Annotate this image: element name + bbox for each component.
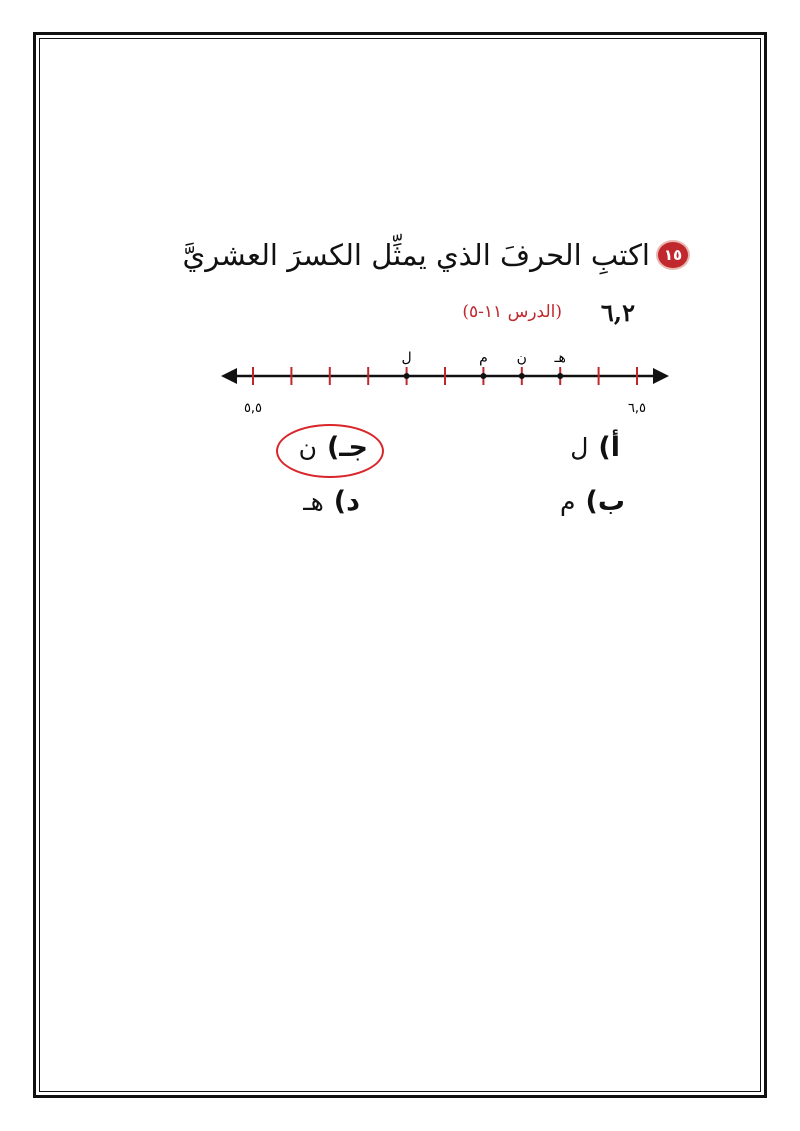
number-line (215, 340, 675, 420)
number-line-start-label: ٥,٥ (243, 401, 263, 416)
selected-answer-ring (276, 424, 384, 478)
number-line-point-label: ن (516, 350, 527, 366)
choice-a-letter: أ) (598, 432, 620, 463)
choice-d-value: هـ (303, 487, 324, 516)
number-line-point (404, 373, 410, 379)
choice-b-letter: ب) (585, 486, 625, 517)
number-line-point (519, 373, 525, 379)
number-line-arrow-right (653, 368, 669, 384)
number-line-point-label: م (479, 350, 488, 366)
choice-d-letter: د) (333, 486, 360, 517)
number-line-arrow-left (221, 368, 237, 384)
question-text: اكتبِ الحرفَ الذي يمثِّل الكسرَ العشريَّ (182, 238, 650, 272)
choice-b[interactable] (560, 486, 625, 517)
target-decimal: ٦,٢ (600, 298, 635, 327)
number-line-point-label: ل (401, 350, 412, 366)
number-line-point-labels (402, 350, 566, 379)
number-line-point (557, 373, 563, 379)
choice-a[interactable] (570, 432, 620, 463)
choice-b-value: م (560, 487, 576, 516)
number-line-point (480, 373, 486, 379)
lesson-reference: (الدرس ١١-٥) (462, 302, 562, 322)
number-line-end-label: ٦,٥ (627, 401, 647, 416)
choice-c-value: ن (298, 433, 317, 462)
page-border-inner (39, 38, 761, 1092)
choice-a-value: ل (570, 433, 589, 462)
choice-c-letter: جـ) (326, 432, 368, 463)
choice-d[interactable] (303, 486, 360, 517)
question-number-badge: ١٥ (656, 240, 690, 270)
number-line-point-label: هـ (554, 350, 566, 366)
